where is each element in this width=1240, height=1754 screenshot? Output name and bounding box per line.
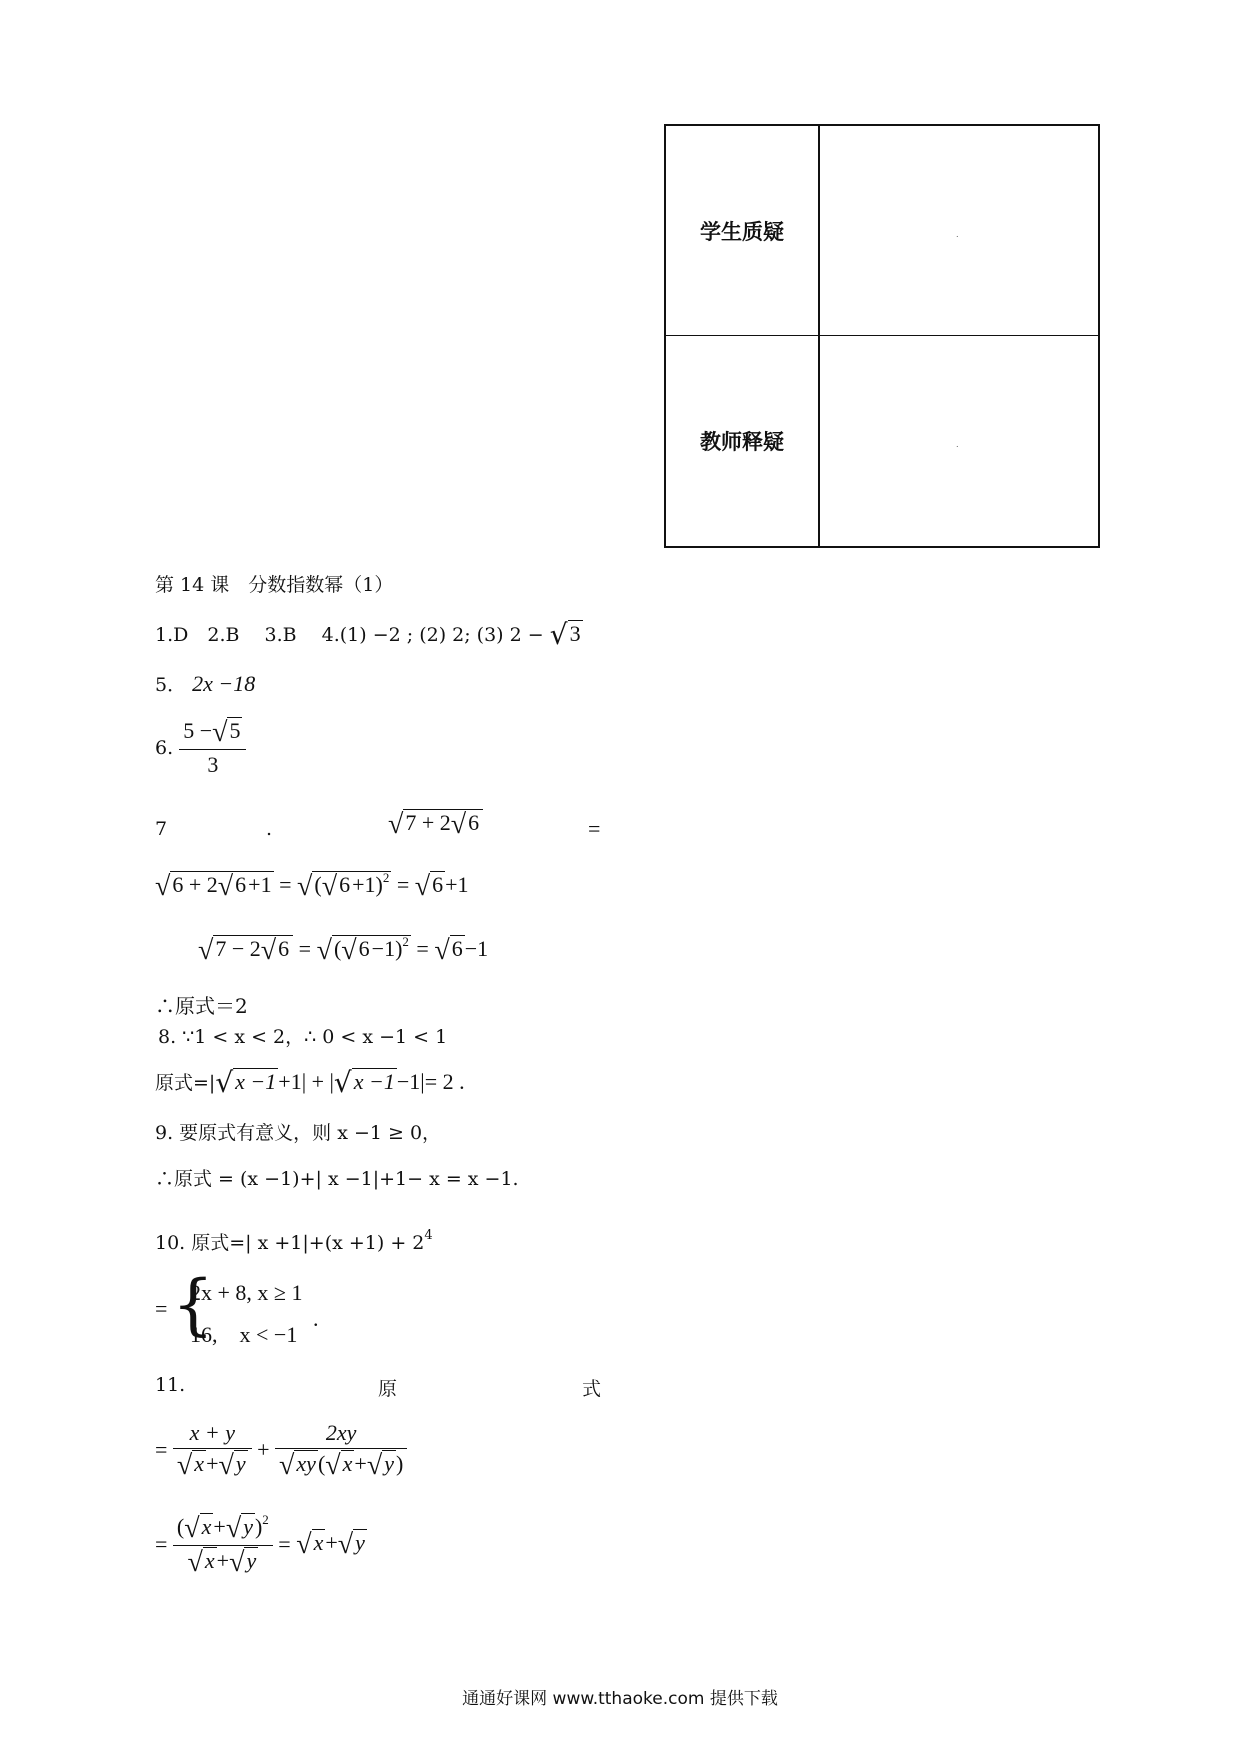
table-cell-dot: .: [956, 440, 959, 449]
expr: =: [278, 1531, 291, 1557]
expr: +1: [445, 872, 469, 897]
q10-case-2: 16, x < −1: [190, 1322, 298, 1347]
q7-dot: .: [266, 818, 273, 840]
expr: +1): [352, 872, 383, 897]
expr: 6 + 2: [172, 872, 218, 897]
table-cell-dot: .: [956, 230, 959, 239]
sqrt-arg: 3: [569, 621, 581, 646]
q11-fraction-3: $\frac{(√x+√y)^2}{√x+√y}$: [173, 1512, 273, 1577]
expr: −1: [464, 936, 489, 961]
expr: ): [254, 1514, 263, 1539]
q9-line-2: ∴原式 = (x −1)+| x −1|+1− x = x −1.: [155, 1168, 519, 1190]
expr: x −1: [235, 1069, 277, 1094]
expr: +: [325, 1530, 338, 1555]
exponent: 2: [382, 870, 390, 885]
expr: −1): [371, 936, 403, 961]
answer-q6: [155, 718, 246, 778]
expr: +: [213, 1514, 226, 1539]
expr: 6: [278, 936, 290, 961]
sqrt-expr: √3: [549, 618, 581, 651]
expr: y: [384, 1451, 394, 1476]
q6-num-root: 5: [229, 718, 241, 743]
expr: +: [354, 1451, 367, 1476]
expr: =: [298, 936, 312, 961]
q7-equals: =: [588, 816, 601, 841]
q8-line-2: 原式=|√x −1+1| + |√x −1−1|= 2 .: [155, 1066, 465, 1099]
q7-root-b: 6: [468, 810, 480, 835]
q8-line-1: 8. ∵1 < x < 2，∴ 0 < x −1 < 1: [158, 1026, 448, 1048]
expr: x: [204, 1548, 215, 1573]
expr: ): [395, 1451, 404, 1476]
expr: =: [279, 872, 298, 897]
expr: 6: [451, 936, 463, 961]
expr: =: [155, 1437, 168, 1462]
page-footer: 通通好课网 www.tthaoke.com 提供下载: [462, 1689, 778, 1709]
q10-case-1: 2x + 8, x ≥ 1: [190, 1280, 303, 1305]
expr: x: [342, 1451, 353, 1476]
q6-num: 5 −: [183, 718, 213, 743]
q7-root-a: 7 + 2: [405, 810, 451, 835]
expr: (: [176, 1514, 185, 1539]
expr: 7 − 2: [215, 936, 261, 961]
expr: xy: [296, 1451, 316, 1476]
expr: x: [201, 1514, 212, 1539]
expr: x: [313, 1530, 324, 1555]
expr: −1|= 2 .: [396, 1069, 465, 1094]
expr: (: [333, 936, 342, 961]
expr: +1| + |: [278, 1069, 334, 1094]
expr: 原式=|: [155, 1072, 216, 1094]
expr: =: [396, 872, 410, 897]
expr: 10. 原式=| x +1|+(x +1) + 2: [155, 1232, 425, 1254]
q7-line-3: $√7 - 2√6 = √(√6-1)^2 = √6-1$: [198, 934, 489, 966]
exponent: 2: [402, 934, 409, 949]
answer-q5: [155, 670, 255, 697]
q5-value: 2x −18: [192, 671, 256, 696]
expr: +1: [248, 872, 272, 897]
exponent: 4: [424, 1228, 433, 1243]
q10-equals: =: [155, 1296, 168, 1321]
expr: y: [246, 1548, 257, 1573]
table-row-student-question: [666, 126, 1098, 336]
expr: 2xy: [275, 1420, 407, 1449]
table-label-student-question: 学生质疑: [666, 126, 820, 335]
q10-period: .: [313, 1306, 319, 1331]
answer-line-1: [155, 620, 583, 649]
q11-line-1: [155, 1420, 407, 1480]
expr: x −1: [353, 1069, 395, 1094]
q6-fraction: $\frac{5 -√5}{3}$: [179, 718, 246, 778]
qa-table: [664, 124, 1100, 548]
q7-label: 7: [155, 818, 168, 840]
q10-line-1: [155, 1228, 433, 1255]
q6-den: 3: [207, 752, 219, 777]
expr: =: [155, 1531, 168, 1557]
piecewise-brace: {: [172, 1266, 214, 1343]
q6-label: 6.: [155, 737, 174, 759]
expr: y: [243, 1514, 253, 1539]
q9-line-1: 9. 要原式有意义，则 x −1 ≥ 0，: [155, 1122, 442, 1144]
expr: +: [216, 1548, 230, 1573]
q7-line-2: $√6 + 2√6+1 = √(√6+1)^2 = √6+1$: [155, 870, 469, 902]
exponent: 2: [262, 1512, 269, 1527]
q11-word-1: 原: [378, 1378, 398, 1400]
expr: 6: [358, 936, 370, 961]
expr: y: [235, 1451, 246, 1476]
q11-line-2: = $\frac{(√x+√y)^2}{√x+√y}$ = √x+√y: [155, 1512, 365, 1578]
expr: (: [317, 1451, 326, 1476]
q11-fraction-1: $\frac{x + y}{√x+√y}$: [173, 1420, 252, 1480]
q11-label: 11.: [155, 1374, 186, 1396]
expr: +: [257, 1437, 270, 1462]
expr: +: [206, 1451, 219, 1476]
expr: (: [314, 872, 322, 897]
lesson-heading: 第 14 课 分数指数幂（1）: [155, 574, 394, 596]
expr: y: [355, 1530, 365, 1555]
answers-1-4: 1.D 2.B 3.B 4.(1) −2 ; (2) 2; (3) 2 −: [155, 624, 544, 646]
expr: 6: [339, 872, 351, 897]
q11-fraction-2: $\frac{2xy}{√xy(√x+√y)}$: [275, 1420, 407, 1480]
q11-word-2: 式: [582, 1378, 602, 1400]
table-row-teacher-answer: [666, 336, 1098, 546]
expr: x: [194, 1451, 205, 1476]
q7-root: √7 + 2√6: [388, 810, 483, 839]
table-label-teacher-answer: 教师释疑: [666, 336, 820, 546]
expr: 6: [432, 872, 444, 897]
q5-label: 5．: [155, 674, 187, 696]
expr: =: [416, 936, 429, 961]
q7-conclusion: ∴原式＝2: [155, 994, 248, 1018]
expr: 6: [235, 872, 247, 897]
expr: x + y: [173, 1420, 252, 1449]
